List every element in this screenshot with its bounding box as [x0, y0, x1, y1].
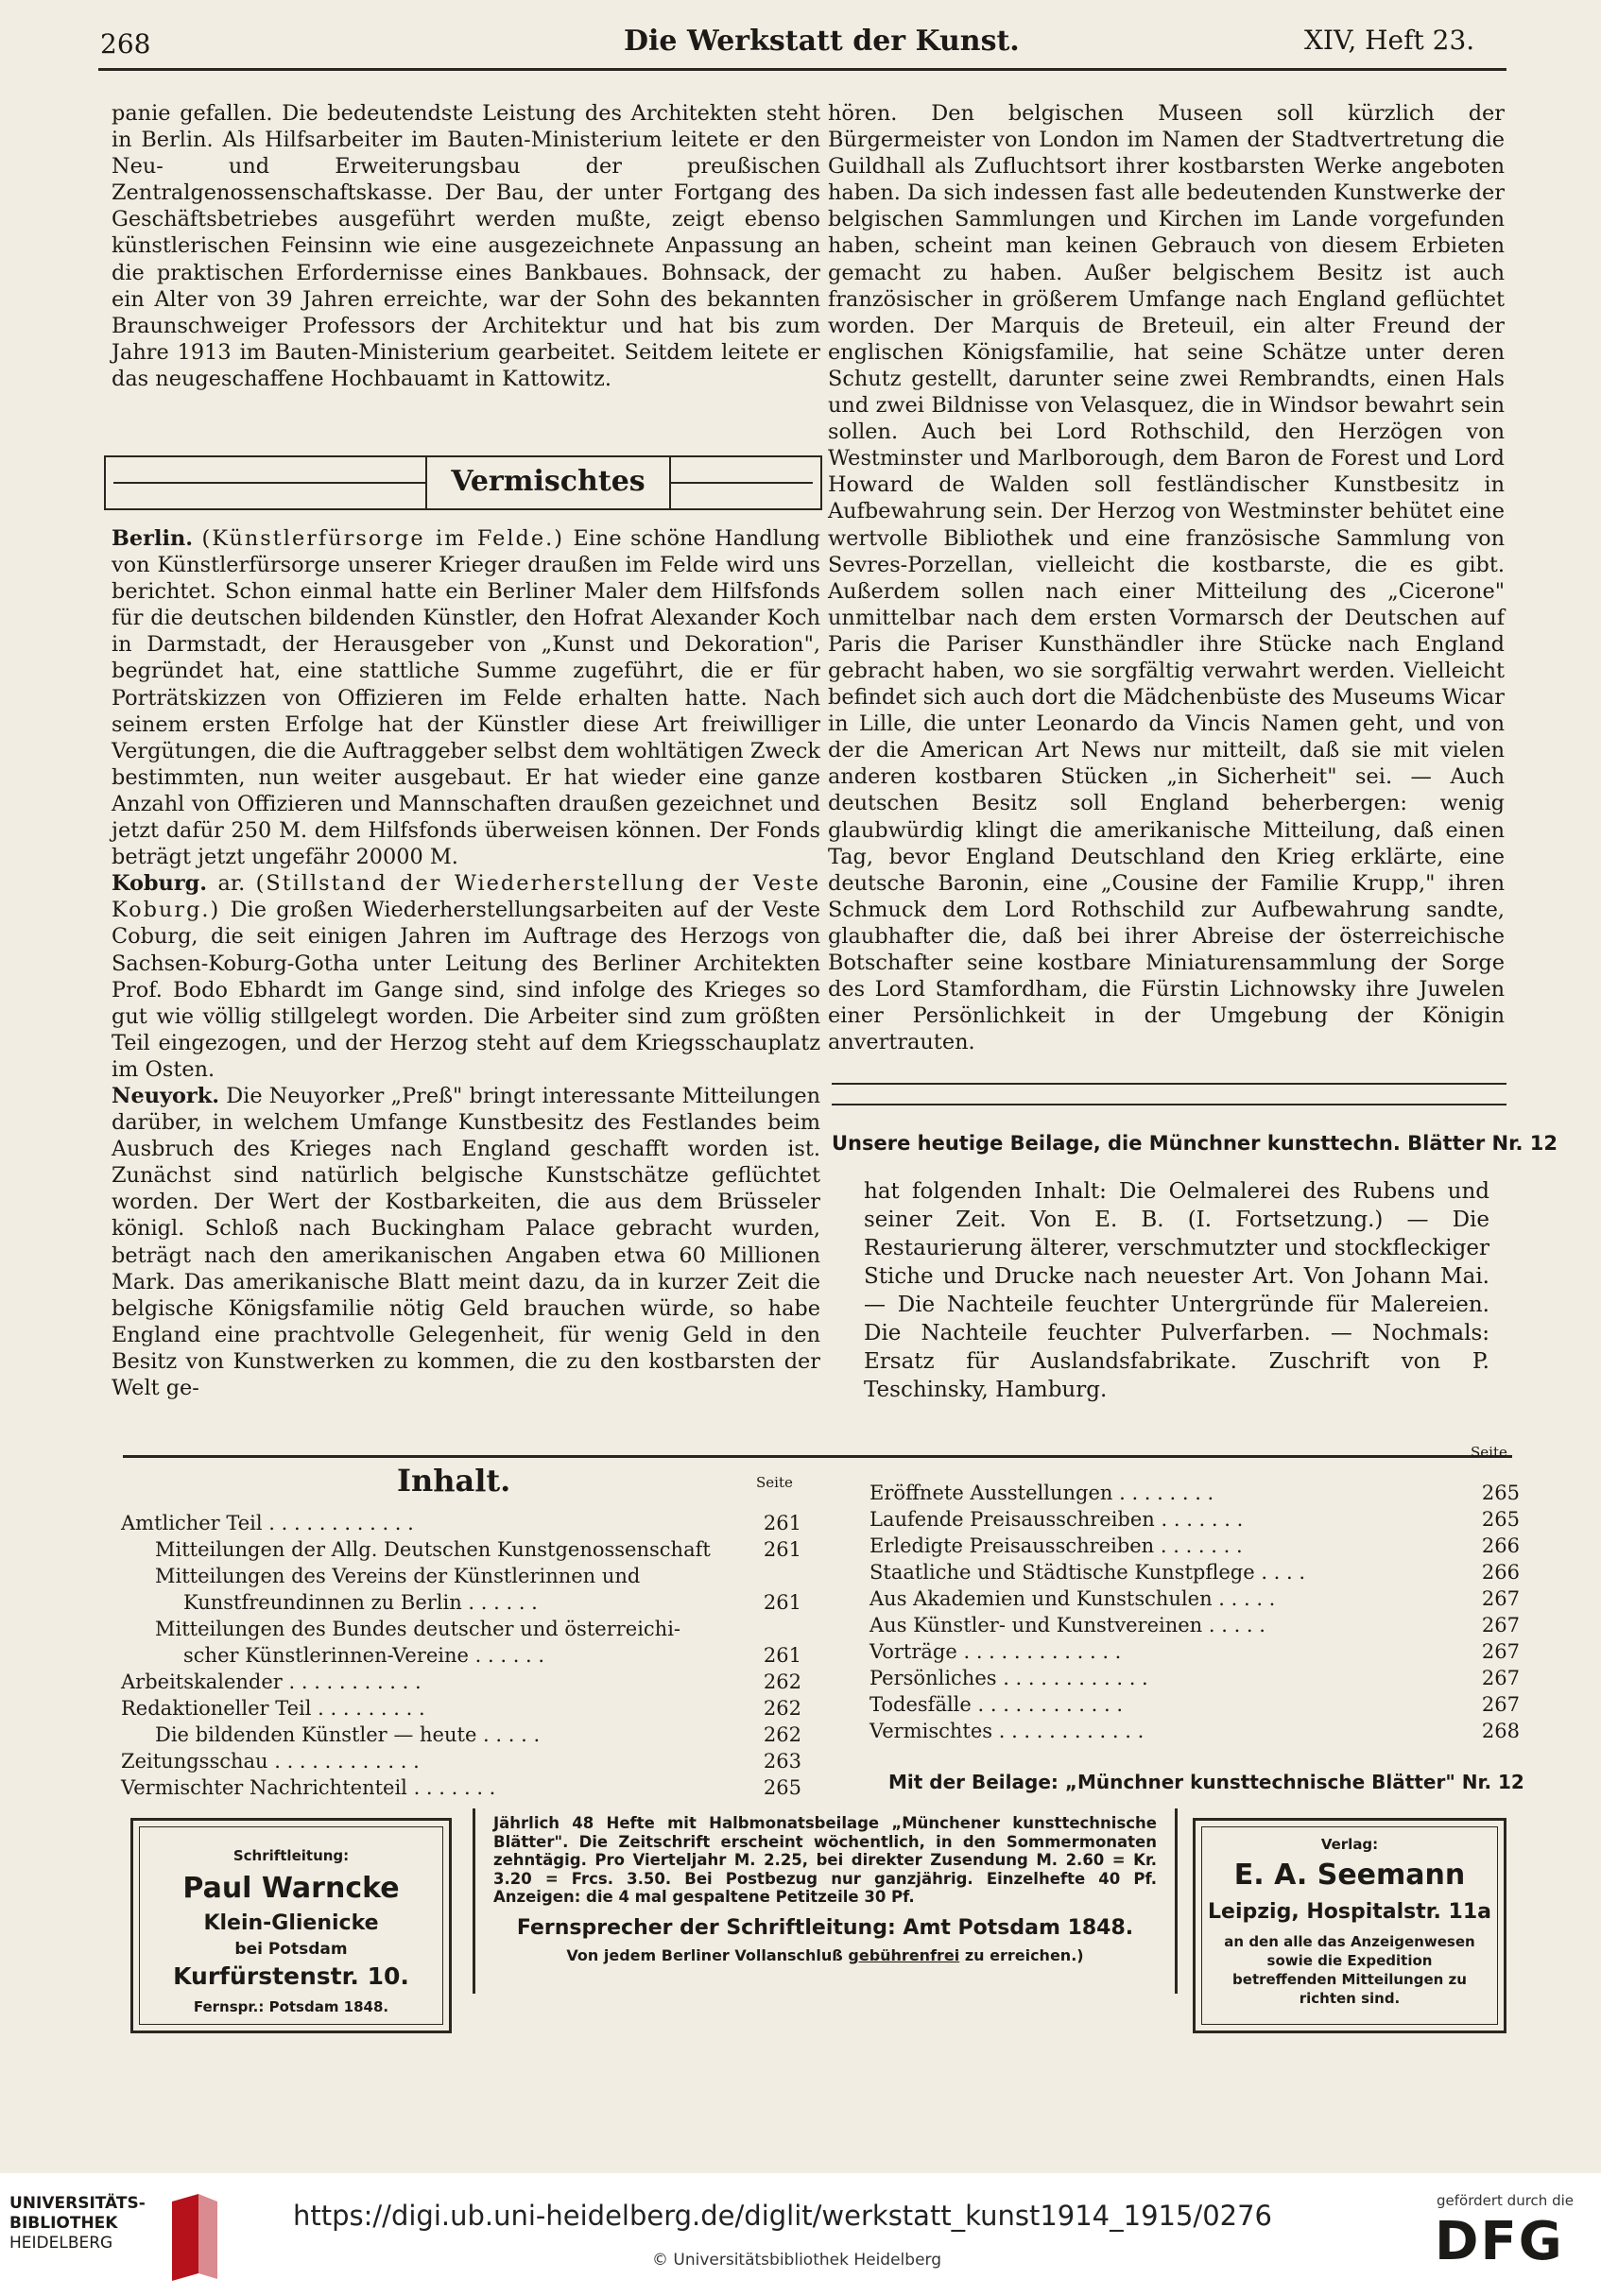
toc-right-list [869, 1480, 1520, 1744]
toc-item: Eröffnete Ausstellungen . . . . . . . . 265 [869, 1482, 1520, 1504]
editor-label: Schriftleitung: [232, 1847, 350, 1864]
article-text: Eine schöne Handlung von Künstlerfürsorge unserer Krieger draußen im Felde wird uns berichtet. Schon einmal hatte ein Berliner Maler dem Hilfsfonds für die deutschen bildenden Künstler, den Hofrat Alexander Koch in Darmstadt, der Herausgeber von „Kunst und Dekoration", begründet hat, eine stattliche Summe zugeführt, die er für Porträtskizzen von Offizieren im Felde erhalten hatte. Nach seinem ersten Erfolge hat der Künstler diese Art freiwilliger Vergütungen, die die Auftraggeber selbst dem wohltätigen Zweck bestimmten, nun weiter ausgebaut. Er hat wieder eine ganze Anzahl von Offizieren und Mannschaften draußen gezeichnet und jetzt dafür 250 M. dem Hilfsfonds überweisen können. Der Fonds beträgt jetzt ungefähr 20000 M. [112, 526, 821, 870]
article-newyork [112, 1083, 820, 1401]
section-heading-box [104, 455, 822, 510]
toc-item: Mitteilungen der Allg. Deutschen Kunstgenossenschaft 261 [155, 1538, 801, 1561]
editor-name: Paul Warncke [182, 1872, 400, 1905]
publisher-name: E. A. Seemann [1233, 1859, 1466, 1892]
article-place: Koburg. [112, 871, 208, 897]
toc-item: Mitteilungen des Vereins der Künstlerinnen und [155, 1565, 641, 1587]
page-number: 268 [100, 28, 151, 60]
vermischtes-articles [112, 525, 820, 1401]
editor-near: bei Potsdam [234, 1940, 348, 1959]
toc-item: Erledigte Preisausschreiben . . . . . . . 266 [869, 1534, 1520, 1557]
toc-item: Persönliches . . . . . . . . . . . . 267 [869, 1667, 1520, 1689]
issue-label: XIV, Heft 23. [1304, 25, 1475, 56]
beilage-text: hat folgenden Inhalt: Die Oelmalerei des Rubens und seiner Zeit. Von E. B. (I. Fortsetzung.) — Die Restaurierung älterer, verschmutzter und stockfleckiger Stiche und Drucke nach neuester Art. Von Johann Mai. — Die Nachteile feuchter Untergründe für Malereien. Die Nachteile feuchter Pulverfarben. — Nochmals: Ersatz für Auslandsfabrikate. Zuschrift von P. Teschinsky, Hamburg. [864, 1179, 1489, 1402]
toc-item: Todesfälle . . . . . . . . . . . . 267 [869, 1693, 1520, 1716]
page-url-link[interactable]: https://digi.ub.uni-heidelberg.de/diglit/werkstatt_kunst1914_1915/0276 [293, 2200, 1272, 2232]
copyright-notice: © Universitätsbibliothek Heidelberg [652, 2251, 942, 2270]
dfg-logo: DFG [1435, 2211, 1564, 2272]
divider-rule [832, 1083, 1506, 1085]
toc-item: Arbeitskalender . . . . . . . . . . . 262 [121, 1671, 801, 1693]
article-koburg [112, 870, 820, 1083]
subscription-text: Jährlich 48 Hefte mit Halbmonatsbeilage „Münchener kunsttechnische Blätter". Die Zeitschrift erscheint wöchentlich, in den Sommermonaten zehntägig. Pro Vierteljahr M. 2.25, bei direkter Zusendung M. 2.60 = Kr. 3.20 = Frcs. 3.50. Bei Postbezug nur ganzjährig. Einzelhefte 40 Pf. Anzeigen: die 4 mal gespaltene Petitzeile 30 Pf. [493, 1814, 1157, 1907]
subscription-block [473, 1805, 1178, 1994]
toc-item: scher Künstlerinnen-Vereine . . . . . . 261 [183, 1644, 801, 1667]
library-name: UNIVERSITÄTS- BIBLIOTHEK HEIDELBERG [9, 2194, 146, 2253]
editor-place: Klein-Glienicke [203, 1911, 379, 1935]
article-topic: (Stillstand der Wiederherstellung der Veste Koburg.) [112, 871, 820, 923]
toc-top-rule [123, 1455, 1512, 1458]
left-column [112, 100, 820, 392]
toc-seite-label: Seite [1471, 1444, 1507, 1461]
right-column [828, 100, 1505, 1055]
article-place: Neuyork. [112, 1083, 220, 1108]
toc-item: Amtlicher Teil . . . . . . . . . . . . 261 [121, 1512, 801, 1534]
article-berlin [112, 525, 820, 870]
section-heading: Vermischtes [451, 465, 646, 498]
article-topic: (Künstlerfürsorge im Felde.) [201, 526, 564, 551]
toc-item: Mitteilungen des Bundes deutscher und österreichi- [155, 1618, 681, 1640]
intro-paragraph: panie gefallen. Die bedeutendste Leistung des Architekten steht in Berlin. Als Hilfsarbeiter im Bauten-Ministerium leitete er den Neu- und Erweiterungsbau der preußischen Zentralgenossenschaftskasse. Der Bau, der unter Fortgang des Geschäftsbetriebes ausgeführt werden mußte, zeigt ebenso künstlerischen Feinsinn wie eine ausgezeichnete Anpassung an die praktischen Erfordernisse eines Bankbaues. Bohnsack, der ein Alter von 39 Jahren erreichte, war der Sohn des bekannten Braunschweiger Professors der Architektur und hat bis zum Jahre 1913 im Bauten-Ministerium gearbeitet. Seitdem leitete er das neugeschaffene Hochbauamt in Kattowitz. [112, 101, 820, 391]
toc-left-list [121, 1510, 801, 1801]
publisher-note: an den alle das Anzeigenwesen sowie die Expedition betreffenden Mitteilungen zu richten sind. [1224, 1933, 1475, 2007]
editorial-phone-note: Von jedem Berliner Vollanschluß gebührenfrei zu erreichen.) [566, 1946, 1084, 1964]
editor-phone: Fernspr.: Potsdam 1848. [193, 1998, 389, 2015]
publisher-box [1193, 1818, 1506, 2033]
article-place: Berlin. [112, 526, 194, 551]
editor-box [130, 1818, 452, 2033]
editor-street: Kurfürstenstr. 10. [173, 1962, 409, 1990]
toc-item: Vermischtes . . . . . . . . . . . . 268 [869, 1720, 1520, 1742]
article-text: Die großen Wiederherstellungsarbeiten auf der Veste Coburg, die seit einigen Jahren im Auftrage des Herzogs von Sachsen-Koburg-Gotha unter Leitung des Berliner Architekten Prof. Bodo Ebhardt im Gange sind, sind infolge des Krieges so gut wie völlig stillgelegt worden. Die Arbeiter sind zum größten Teil eingezogen, und der Herzog steht auf dem Kriegsschauplatz im Osten. [112, 898, 820, 1082]
toc-seite-label: Seite [756, 1474, 793, 1491]
toc-item: Laufende Preisausschreiben . . . . . . . 265 [869, 1508, 1520, 1531]
toc-item: Vermischter Nachrichtenteil . . . . . . . 265 [121, 1776, 801, 1799]
toc-item: Zeitungsschau . . . . . . . . . . . . 263 [121, 1750, 801, 1773]
library-logo-icon [161, 2194, 227, 2281]
journal-title: Die Werkstatt der Kunst. [624, 25, 1020, 58]
article-author: ar. [217, 871, 246, 897]
right-column-text: hören. Den belgischen Museen soll kürzlich der Bürgermeister von London im Namen der Stadtvertretung die Guildhall als Zufluchtsort ihrer kostbarsten Werke angeboten haben. Da sich indessen fast alle bedeutenden Kunstwerke der belgischen Sammlungen und Kirchen im Lande vorgefunden haben, scheint man keinen Gebrauch von diesem Erbieten gemacht zu haben. Außer belgischem Besitz ist auch französischer in größerem Umfange nach England geflüchtet worden. Der Marquis de Breteuil, ein alter Freund der englischen Königsfamilie, hat seine Schätze unter deren Schutz gestellt, darunter seine zwei Rembrandts, einen Hals und zwei Bildnisse von Velasquez, die in Windsor bewahrt sein sollen. Auch bei Lord Rothschild, den Herzögen von Westminster und Marlborough, dem Baron de Forest und Lord Howard de Walden soll festländischer Kunstbesitz in Aufbewahrung sein. Der Herzog von Westminster behütet eine wertvolle Bibliothek und eine französische Sammlung von Sevres-Porzellan, vielleicht die kostbarste, die es gibt. Außerdem sollen nach einer Mitteilung des „Cicerone" unmittelbar nach dem ersten Vormarsch der Deutschen auf Paris die Pariser Kunsthändler ihre Stücke nach England gebracht haben, wo sie sorgfältig verwahrt werden. Vielleicht befindet sich auch dort die Mädchenbüste des Museums Wicar in Lille, die unter Leonardo da Vincis Namen geht, und von der die American Art News nur mitteilt, daß sie mit vielen anderen kostbaren Stücken „in Sicherheit" sei. — Auch deutschen Besitz soll England beherbergen: wenig glaubwürdig klingt die amerikanische Mitteilung, daß einen Tag, bevor England Deutschland den Krieg erklärte, eine deutsche Baronin, eine „Cousine der Familie Krupp," ihren Schmuck dem Lord Rothschild zur Aufbewahrung sandte, glaubhafter die, daß bei ihrer Abreise der österreichische Botschafter seine kostbare Miniaturensammlung der Sorge des Lord Stamfordham, die Fürstin Lichnowsky ihre Juwelen einer Persönlichkeit in der Umgebung der Königin anvertrauten. [828, 101, 1505, 1055]
toc-item: Redaktioneller Teil . . . . . . . . . 262 [121, 1697, 801, 1720]
toc-item: Vorträge . . . . . . . . . . . . . 267 [869, 1640, 1520, 1663]
toc-item: Kunstfreundinnen zu Berlin . . . . . . 261 [183, 1591, 801, 1614]
toc-item: Aus Akademien und Kunstschulen . . . . . 267 [869, 1587, 1520, 1610]
toc-title: Inhalt. [397, 1463, 511, 1499]
toc-beilage-note: Mit der Beilage: „Münchner kunsttechnische Blätter" Nr. 12 [888, 1771, 1524, 1793]
header-rule [98, 68, 1506, 71]
toc-item: Die bildenden Künstler — heute . . . . . 262 [155, 1723, 801, 1746]
publisher-address: Leipzig, Hospitalstr. 11a [1208, 1900, 1491, 1924]
toc-item: Staatliche und Städtische Kunstpflege . . . . 266 [869, 1561, 1520, 1584]
funding-label: gefördert durch die [1437, 2192, 1574, 2209]
toc-item: Aus Künstler- und Kunstvereinen . . . . . 267 [869, 1614, 1520, 1636]
beilage-heading: Unsere heutige Beilage, die Münchner kunsttechn. Blätter Nr. 12 [832, 1132, 1558, 1155]
beilage-block [864, 1177, 1489, 1404]
divider-rule [832, 1104, 1506, 1105]
editorial-phone-heading: Fernsprecher der Schriftleitung: Amt Potsdam 1848. [516, 1916, 1134, 1940]
digitization-footer [0, 2173, 1601, 2296]
publisher-label: Verlag: [1320, 1836, 1379, 1853]
article-text: Die Neuyorker „Preß" bringt interessante Mitteilungen darüber, in welchem Umfange Kunstbesitz des Festlandes beim Ausbruch des Krieges nach England geschafft worden ist. Zunächst sind natürlich belgische Kunstschätze geflüchtet worden. Der Wert der Kostbarkeiten, die aus dem Brüsseler königl. Schloß nach Buckingham Palace gebracht wurden, beträgt nach den amerikanischen Angaben etwa 60 Millionen Mark. Das amerikanische Blatt meint dazu, da in kurzer Zeit die belgische Königsfamilie nötig Geld brauchen würde, so habe England eine prachtvolle Gelegenheit, für wenig Geld in den Besitz von Kunstwerken zu kommen, die zu den kostbarsten der Welt ge- [112, 1083, 820, 1400]
